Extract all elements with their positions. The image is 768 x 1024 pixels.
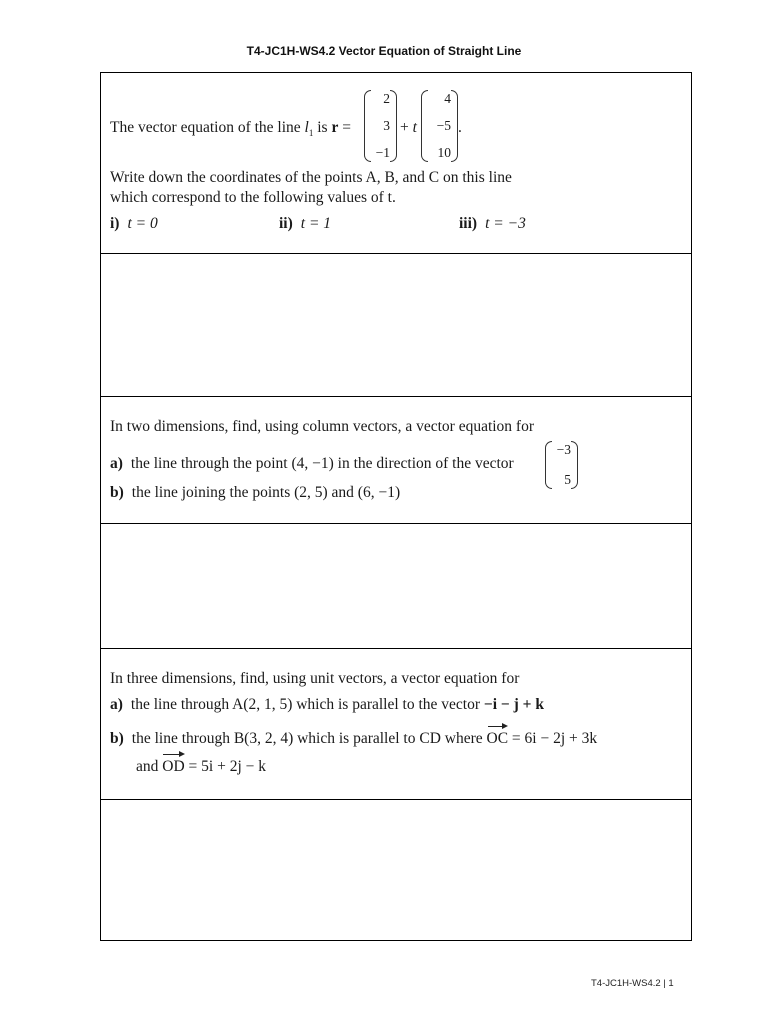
q1-part-ii bbox=[279, 214, 331, 234]
q1-plus-t bbox=[400, 118, 417, 138]
q1-instruction-2: which correspond to the following values of t. bbox=[110, 189, 396, 206]
q1-direction-vector bbox=[421, 90, 458, 162]
q3-part-b-cont bbox=[136, 757, 266, 777]
q1-part-iii-text: t = −3 bbox=[485, 215, 526, 232]
q1-dv-2: 10 bbox=[437, 145, 451, 160]
page-title: T4-JC1H-WS4.2 Vector Equation of Straight Line bbox=[246, 44, 522, 58]
q1-equation-line bbox=[110, 118, 351, 143]
q3-b-text: the line through B(3, 2, 4) which is parallel to CD where bbox=[131, 730, 483, 747]
q1-part-ii-text: t = 1 bbox=[300, 215, 332, 232]
answer-space-1[interactable] bbox=[101, 254, 691, 396]
q1-t: t bbox=[412, 119, 417, 136]
q1-period: . bbox=[458, 119, 462, 136]
q2-direction-vector bbox=[545, 441, 578, 489]
q1-dv-0: 4 bbox=[444, 91, 451, 106]
q3-oc-value: = 6i − 2j + 3k bbox=[511, 730, 598, 747]
answer-space-3[interactable] bbox=[101, 800, 691, 940]
q3-b-label: b) bbox=[110, 730, 124, 747]
q2-part-b bbox=[110, 483, 400, 503]
q3-a-text: the line through A(2, 1, 5) which is parallel to the vector bbox=[130, 696, 481, 713]
question-1 bbox=[101, 73, 691, 253]
q2-a-text: the line through the point (4, −1) in the direction of the vector bbox=[130, 455, 514, 472]
q1-part-iii bbox=[459, 214, 526, 234]
q1-dv-1: −5 bbox=[436, 118, 451, 133]
q2-part-a bbox=[110, 454, 514, 474]
q2-dv-0: −3 bbox=[556, 442, 571, 457]
page-footer: T4-JC1H-WS4.2 | 1 bbox=[591, 978, 674, 989]
q1-pv-2: −1 bbox=[375, 145, 390, 160]
q1-is: is bbox=[317, 119, 328, 136]
q1-line-sub: 1 bbox=[308, 128, 314, 139]
worksheet-table bbox=[100, 72, 692, 941]
question-2 bbox=[101, 397, 691, 523]
q1-pv-0: 2 bbox=[383, 91, 390, 106]
q3-a-vector: −i − j + k bbox=[483, 696, 544, 713]
q1-part-ii-label: ii) bbox=[279, 215, 293, 232]
q3-intro: In three dimensions, find, using unit vectors, a vector equation for bbox=[110, 670, 520, 687]
q1-part-i-text: t = 0 bbox=[127, 215, 158, 232]
q1-intro: The vector equation of the line bbox=[110, 119, 301, 136]
answer-space-2[interactable] bbox=[101, 524, 691, 648]
q1-part-i-label: i) bbox=[110, 215, 120, 232]
q1-r: r bbox=[331, 119, 339, 136]
q1-plus: + bbox=[400, 119, 409, 136]
q1-line-name: l bbox=[304, 119, 309, 136]
q1-pv-1: 3 bbox=[383, 118, 390, 133]
q3-od-vector: OD bbox=[162, 758, 185, 775]
q3-a-label: a) bbox=[110, 696, 123, 713]
q1-instruction-1: Write down the coordinates of the points A, B, and C on this line bbox=[110, 169, 512, 186]
q1-part-i bbox=[110, 214, 158, 234]
q3-part-a bbox=[110, 695, 544, 715]
q3-oc-vector: OC bbox=[486, 730, 509, 747]
q3-and: and bbox=[136, 758, 159, 775]
q3-part-b bbox=[110, 729, 597, 749]
q1-eq: = bbox=[342, 119, 351, 136]
question-3 bbox=[101, 649, 691, 799]
q3-od-value: = 5i + 2j − k bbox=[188, 758, 266, 775]
q2-b-label: b) bbox=[110, 484, 124, 501]
q2-a-label: a) bbox=[110, 455, 123, 472]
q1-point-vector bbox=[364, 90, 397, 162]
q2-intro: In two dimensions, find, using column vectors, a vector equation for bbox=[110, 418, 535, 435]
q2-b-text: the line joining the points (2, 5) and (6, −1) bbox=[131, 484, 401, 501]
q1-part-iii-label: iii) bbox=[459, 215, 478, 232]
q2-dv-1: 5 bbox=[564, 472, 571, 487]
